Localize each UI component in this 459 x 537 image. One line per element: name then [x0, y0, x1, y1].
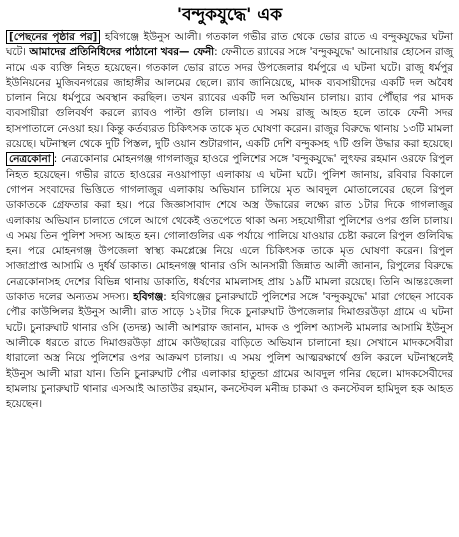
continued-from-previous-page-label: [পেছনের পৃষ্ঠার পর]	[6, 30, 100, 44]
article-body	[6, 30, 453, 412]
feni-report: : ফেনীতে র‌্যাবের সঙ্গে 'বন্দুকযুদ্ধে' আনোয়ার হোসেন রাজু নামে এক ব্যক্তি নিহত হয়েছেন। গতকাল ভোর রাতে সদর উপজেলার ধর্মপুরে এ ঘটনা ঘটে। রাজু ধর্মপুর ইউনিয়নের মুজিবনগরের জাহাঙ্গীর আলমের ছেলে। র‌্যাব জানিয়েছে, মাদক ব্যবসায়ীদের একটি দল অবৈধ চালান নিয়ে ধর্মপুরে অবস্থান করছিল। তখন র‌্যাবের একটি দল অভিযান চালায়। র‌্যাব পৌঁছার পর মাদক ব্যবসায়ীরা গুলিবর্ষণ করলে র‌্যাবও পাল্টা গুলি চালায়। এ সময় রাজু আহত হলে তাকে ফেনী সদর হাসপাতালে নেওয়া হয়। কিন্তু কর্তব্যরত চিকিৎসক তাকে মৃত ঘোষণা করেন। রাজুর বিরুদ্ধে থানায় ১৩টি মামলা রয়েছে। ঘটনাস্থল থেকে দুটি পিস্তল, দুটি ওয়ান শুটারগান, একটি দেশি বন্দুকসহ ৭টি গুলি উদ্ধার করা হয়েছে।	[6, 46, 453, 151]
article-headline: 'বন্দুকযুদ্ধে' এক	[176, 5, 283, 25]
intro-paragraph: হবিগঞ্জে ইউনুস আলী। গতকাল গভীর রাত থেকে ভোর রাতে এ বন্দুকযুদ্ধের ঘটনা ঘটে।	[6, 31, 453, 59]
correspondents-lead: আমাদের প্রতিনিধিদের পাঠানো খবর— ফেনী	[29, 46, 215, 59]
habiganj-report: : হবিগঞ্জের চুনারুঘাটে পুলিশের সঙ্গে 'বন্দুকযুদ্ধে' মারা গেছেন সাবেক পৌর কাউন্সিলর ইউনুস আলী। রাত সাড়ে ১২টার দিকে চুনারুঘাট উপজেলার দিমাগুরউড়া গ্রামে এ ঘটনা ঘটে। চুনারুঘাট থানার ওসি (তদন্ত) আলী আশরাফ জানান, মাদক ও পুলিশ অ্যাসল্ট মামলার আসামি ইউনুস আলীকে ধরতে রাতে দিমাগুরউড়া গ্রামে কাউছারের বাড়িতে অভিযান চালানো হয়। সেখানে মাদকসেবীরা ধারালো অস্ত্র নিয়ে পুলিশের ওপর আক্রমণ চালায়। এ সময় পুলিশ আত্মরক্ষার্থে গুলি করলে ঘটনাস্থলেই ইউনুস আলী মারা যান। তিনি চুনারুঘাট পৌর এলাকার হাতুন্ডা গ্রামের আবদুল গনির ছেলে। মাদকসেবীদের হামলায় চুনারুঘাট থানার এসআই আতাউর রহমান, কনস্টেবল মনীন্দ্র চাকমা ও কনস্টেবল হামিদুল হক আহত হয়েছেন।	[6, 291, 454, 411]
netrokona-report: : নেত্রকোনার মোহনগঞ্জ গাগলাজুর হাওরে পুলিশের সঙ্গে 'বন্দুকযুদ্ধে' লুৎফর রহমান ওরফে রিপুল নিহত হয়েছেন। গভীর রাতে হাওরের নওয়াপাড়া এলাকায় এ ঘটনা ঘটে। পুলিশ জানায়, রবিবার বিকালে গোপন সংবাদের ভিত্তিতে গাগলাজুর এলাকায় অভিযান চালিয়ে মৃত আবদুল মোতালেবের ছেলে রিপুল ডাকাতকে গ্রেফতার করা হয়। পরে জিজ্ঞাসাবাদ শেষে অস্ত্র উদ্ধারের লক্ষ্যে রাত ১টার দিকে গাগলাজুর এলাকায় অভিযান চালাতে গেলে আগে থেকেই ওতপেতে থাকা অন্য সহযোগীরা পুলিশের ওপর গুলি চালায়। এ সময় তিন পুলিশ সদস্য আহত হন। গোলাগুলির এক পর্যায়ে পালিয়ে যাওয়ার চেষ্টা করলে রিপুল গুলিবিদ্ধ হন। পরে মোহনগঞ্জ উপজেলা স্বাস্থ্য কমপ্লেক্সে নিয়ে এলে চিকিৎসক তাকে মৃত ঘোষণা করেন। রিপুল সাজাপ্রাপ্ত আসামি ও দুর্ধর্ষ ডাকাত। মোহনগঞ্জ থানার ওসি আনসারী জিন্নাত আলী জানান, রিপুলের বিরুদ্ধে নেত্রকোনাসহ দেশের বিভিন্ন থানায় ডাকাতি, ধর্ষণের মামলাসহ প্রায় ১৯টি মামলা রয়েছে। তিনি আন্তঃজেলা ডাকাত দলের অন্যতম সদস্য।	[6, 153, 453, 304]
habiganj-label: হবিগঞ্জ	[133, 291, 164, 304]
netrokona-label: নেত্রকোনা	[6, 152, 54, 166]
